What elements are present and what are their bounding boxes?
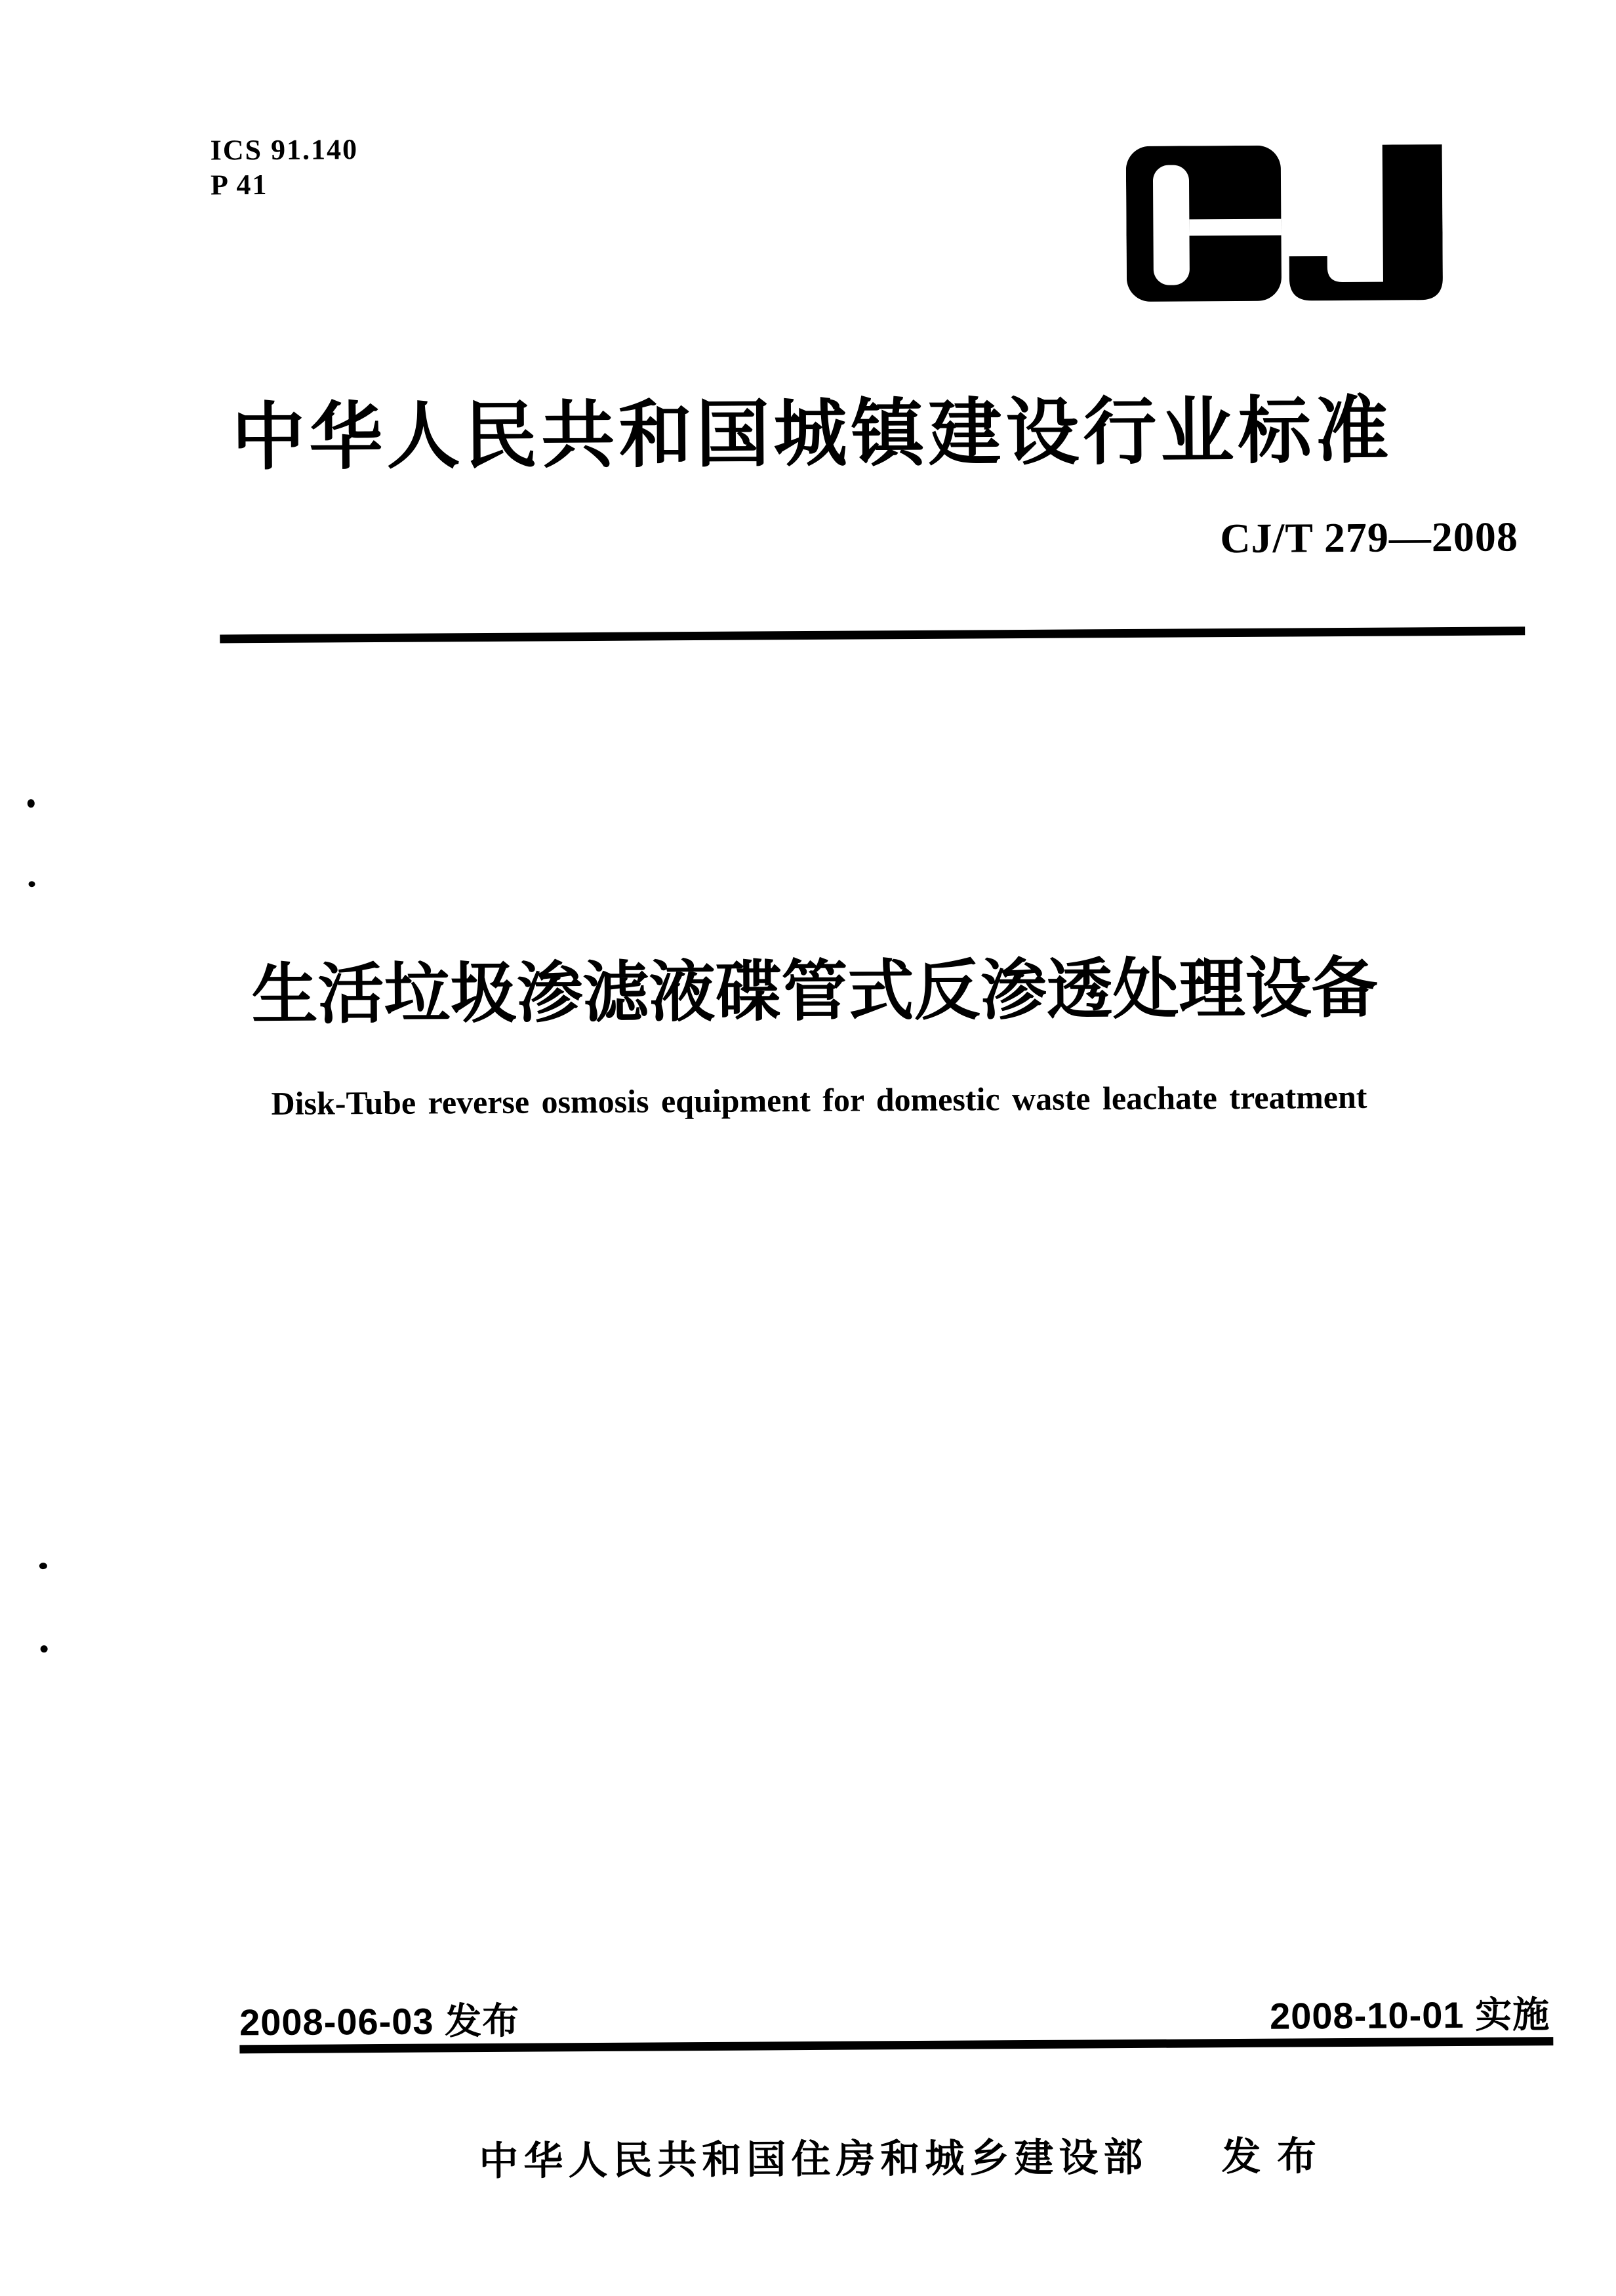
scan-speck (28, 881, 35, 887)
cj-standard-logo-icon (1126, 144, 1443, 303)
scan-speck (28, 799, 35, 808)
issue-date: 2008-06-03 发布 (239, 1999, 520, 2043)
document-title-zh: 生活垃圾渗滤液碟管式反渗透处理设备 (251, 951, 1378, 1033)
scan-speck (39, 1563, 47, 1569)
standard-number: CJ/T 279—2008 (1220, 513, 1519, 562)
publisher-gap (1148, 2170, 1222, 2171)
classification-code: P 41 (210, 168, 268, 201)
publisher-name: 中华人民共和国住房和城乡建设部 (479, 2135, 1148, 2184)
cj-logo-letter-c (1126, 146, 1282, 302)
cj-logo-letter-j (1289, 144, 1443, 300)
publish-label: 发 布 (1221, 2134, 1320, 2179)
ics-code: ICS 91.140 (210, 133, 359, 167)
document-title-en: Disk-Tube reverse osmosis equipment for domestic waste leachate treatment (271, 1078, 1367, 1122)
standard-category-title: 中华人民共和国城镇建设行业标准 (231, 389, 1393, 479)
publisher-line (479, 2125, 1319, 2186)
scan-speck (41, 1645, 48, 1652)
implementation-date: 2008-10-01 实施 (1269, 1994, 1550, 2037)
header-rule (220, 626, 1525, 643)
ics-classification-block (211, 133, 359, 203)
